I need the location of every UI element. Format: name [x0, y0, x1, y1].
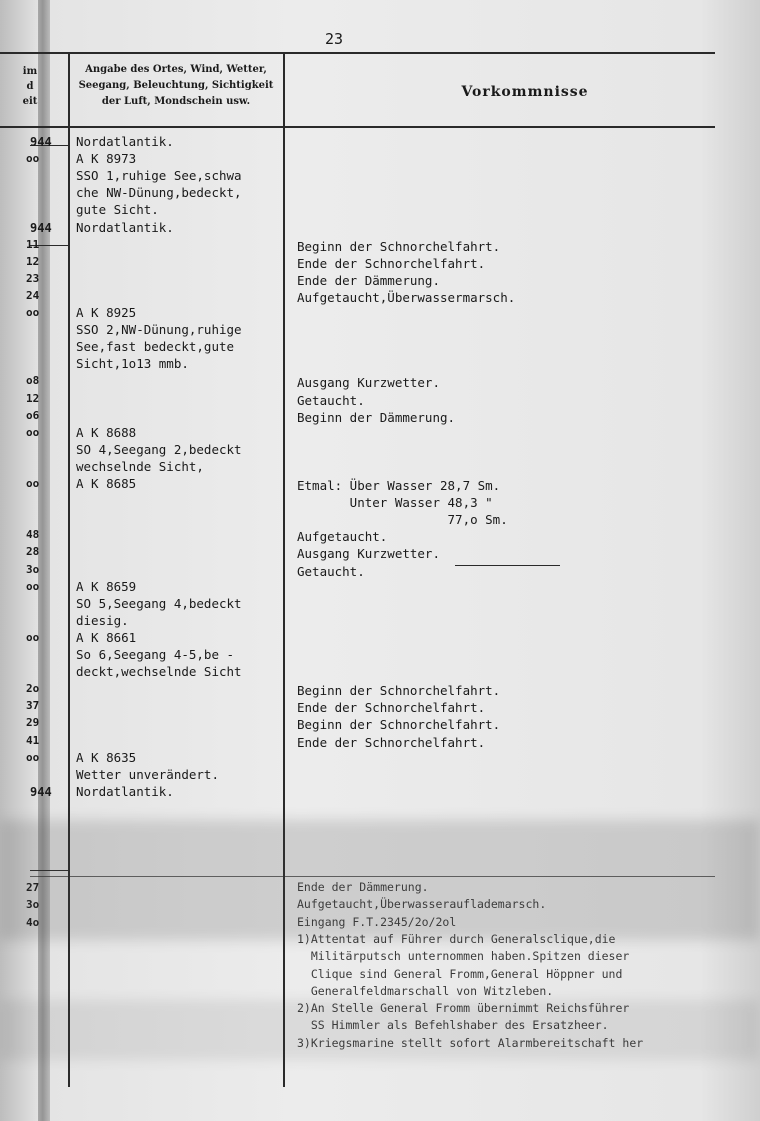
date-rule	[30, 870, 70, 871]
row-time: 48	[26, 528, 40, 542]
row-location-text: deckt,wechselnde Sicht	[76, 664, 242, 680]
row-time: oo	[26, 425, 40, 439]
row-location-text: A K 8635	[76, 749, 137, 765]
row-time: oo	[26, 477, 40, 490]
row-time: 3o	[26, 562, 40, 576]
row-time: 24	[26, 288, 40, 302]
row-event-text: Clique sind General Fromm,General Höppner und	[297, 966, 623, 981]
row-event-text: 1)Attentat auf Führer durch Generalsclique,die	[297, 931, 616, 946]
row-location-text: gute Sicht.	[76, 202, 159, 218]
date-rule	[30, 876, 715, 877]
row-time: oo	[26, 152, 40, 166]
row-time: 944	[30, 784, 52, 799]
row-event-text: Getaucht.	[297, 392, 365, 408]
row-location-text: SSO 1,ruhige See,schwa	[76, 168, 242, 184]
top-rule	[0, 52, 715, 54]
row-event-text: Getaucht.	[297, 563, 365, 579]
row-event-text: Beginn der Schnorchelfahrt.	[297, 683, 501, 699]
row-location-text: A K 8661	[76, 629, 137, 645]
sum-underline	[455, 565, 560, 566]
row-time: 11	[26, 237, 40, 251]
header-mid-line: Angabe des Ortes, Wind, Wetter,	[85, 64, 267, 75]
header-mid-line: Seegang, Beleuchtung, Sichtigkeit	[78, 80, 274, 91]
row-event-text: Beginn der Dämmerung.	[297, 409, 456, 425]
row-time: 4o	[26, 915, 40, 929]
column-divider-left	[68, 52, 70, 1087]
row-time: 27	[26, 881, 40, 894]
row-time: 944	[30, 135, 52, 149]
row-location-text: See,fast bedeckt,gute	[76, 339, 235, 355]
row-time: 3o	[26, 898, 40, 912]
row-event-text: Beginn der Schnorchelfahrt.	[297, 717, 501, 733]
row-event-text: Ausgang Kurzwetter.	[297, 375, 440, 391]
row-location-text: A K 8659	[76, 578, 137, 594]
row-event-text: 77,o Sm.	[297, 512, 508, 528]
row-time: 41	[26, 733, 40, 747]
row-time: 37	[26, 699, 40, 713]
row-location-text: A K 8688	[76, 424, 137, 440]
header-bottom-rule	[0, 126, 715, 128]
row-event-text: Aufgetaucht,Überwasserauflademarsch.	[297, 897, 547, 912]
row-time: 23	[26, 271, 40, 285]
row-location-text: SO 4,Seegang 2,bedeckt	[76, 441, 242, 457]
row-event-text: Generalfeldmarschall von Witzleben.	[297, 983, 554, 998]
row-location-text: So 6,Seegang 4-5,be -	[76, 647, 235, 662]
row-location-text: Wetter unverändert.	[76, 766, 219, 782]
row-time: 12	[26, 391, 40, 405]
row-location-text: diesig.	[76, 612, 129, 628]
header-left-line: d	[26, 81, 34, 92]
column-divider-mid	[283, 52, 285, 1087]
row-location-text: A K 8973	[76, 151, 137, 167]
row-location-text: Nordatlantik.	[76, 134, 174, 149]
row-time: oo	[26, 579, 40, 593]
row-event-text: Ende der Schnorchelfahrt.	[297, 700, 486, 716]
row-event-text: Ende der Schnorchelfahrt.	[297, 734, 486, 750]
row-location-text: Nordatlantik.	[76, 219, 174, 235]
row-event-text: Eingang F.T.2345/2o/2ol	[297, 914, 457, 929]
row-time: oo	[26, 750, 40, 764]
row-time: 2o	[26, 682, 40, 696]
header-events-column: Vorkommnisse	[461, 84, 589, 100]
row-event-text: Ende der Schnorchelfahrt.	[297, 255, 486, 271]
header-location-column	[70, 62, 282, 110]
row-location-text: SSO 2,NW-Dünung,ruhige	[76, 322, 242, 338]
row-location-text: Nordatlantik.	[76, 783, 174, 799]
row-event-text: 3)Kriegsmarine stellt sofort Alarmbereitschaft her	[297, 1035, 644, 1050]
row-event-text: Militärputsch unternommen haben.Spitzen dieser	[297, 949, 630, 964]
binding-shadow	[38, 0, 50, 1121]
row-event-text: Beginn der Schnorchelfahrt.	[297, 238, 501, 254]
row-time: oo	[26, 630, 40, 644]
row-time: o6	[26, 408, 40, 422]
row-event-text: Ausgang Kurzwetter.	[297, 546, 440, 562]
row-location-text: SO 5,Seegang 4,bedeckt	[76, 595, 242, 611]
page-number: 23	[325, 30, 344, 48]
header-left-line: im	[22, 66, 38, 77]
row-event-text: Unter Wasser 48,3 "	[297, 495, 493, 511]
row-event-text: Ende der Dämmerung.	[297, 272, 440, 288]
row-time: 28	[26, 545, 40, 559]
header-left-line: eit	[22, 96, 38, 107]
header-mid-line: der Luft, Mondschein usw.	[101, 96, 251, 107]
row-location-text: Sicht,1o13 mmb.	[76, 356, 189, 372]
row-time: 944	[30, 220, 52, 235]
row-event-text: Aufgetaucht.	[297, 529, 388, 545]
row-event-text: 2)An Stelle General Fromm übernimmt Reichsführer	[297, 1001, 630, 1016]
row-location-text: A K 8685	[76, 476, 137, 491]
row-event-text: Ende der Dämmerung.	[297, 880, 429, 894]
header-time-column	[0, 64, 60, 109]
row-time: 12	[26, 254, 40, 268]
row-location-text: A K 8925	[76, 305, 137, 320]
row-time: o8	[26, 374, 40, 388]
row-event-text: Etmal: Über Wasser 28,7 Sm.	[297, 478, 501, 493]
row-location-text: che NW-Dünung,bedeckt,	[76, 185, 242, 201]
row-time: 29	[26, 716, 40, 730]
row-event-text: SS Himmler als Befehlshaber des Ersatzheer.	[297, 1018, 609, 1033]
row-event-text: Aufgetaucht,Überwassermarsch.	[297, 289, 516, 305]
row-time: oo	[26, 306, 40, 319]
row-location-text: wechselnde Sicht,	[76, 458, 204, 474]
